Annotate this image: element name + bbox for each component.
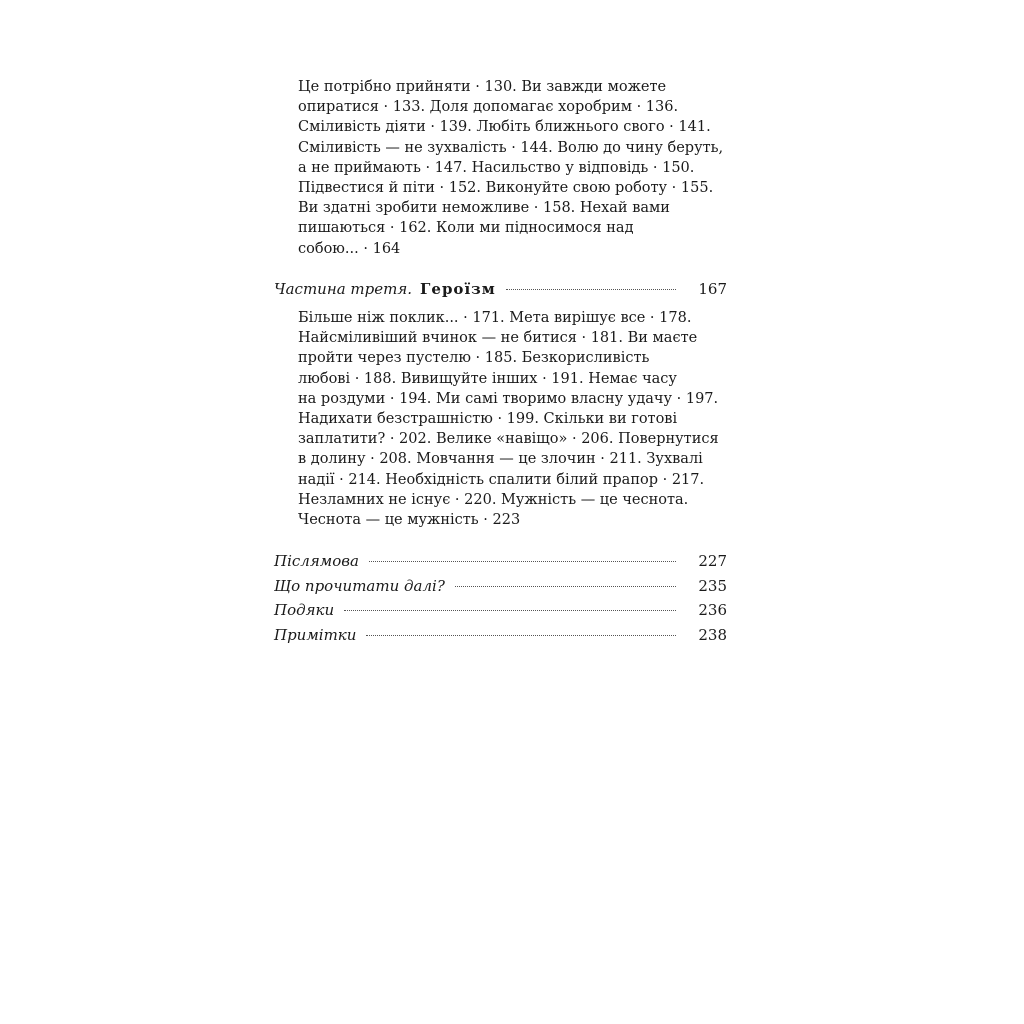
page-number: 167	[698, 280, 727, 298]
entry-label: Примітки	[274, 626, 357, 644]
chapter-list-part3	[298, 308, 719, 530]
toc-line: опиратися · 133. Доля допомагає хоробрим · 136.	[298, 99, 679, 116]
toc-line: на роздуми · 194. Ми самі творимо власну удачу · 197.	[298, 390, 719, 407]
toc-line: Незламних не існує · 220. Мужність — це чеснота.	[298, 491, 689, 508]
toc-line: Більше ніж поклик... · 171. Мета вирішує все · 178.	[298, 310, 692, 326]
toc-entry-part3	[274, 278, 727, 300]
toc-line: в долину · 208. Мовчання — це злочин · 211. Зухвалі	[298, 451, 703, 468]
toc-entry-further-reading	[274, 575, 727, 597]
part-title: Героїзм	[420, 280, 496, 298]
toc-line: Ви здатні зробити неможливе · 158. Нехай вами	[298, 200, 670, 217]
toc-entry-notes	[274, 624, 727, 646]
toc-line: Це потрібно прийняти · 130. Ви завжди можете	[298, 79, 667, 95]
toc-line: пройти через пустелю · 185. Безкорисливість	[298, 350, 650, 367]
page-number: 235	[698, 577, 727, 595]
dot-leader	[366, 634, 676, 636]
toc-line: Підвестися й піти · 152. Виконуйте свою роботу · 155.	[298, 180, 714, 197]
dot-leader	[344, 609, 676, 611]
toc-line: заплатити? · 202. Велике «навіщо» · 206. Повернутися	[298, 431, 719, 448]
toc-entry-thanks	[274, 599, 727, 621]
toc-line: собою... · 164	[298, 240, 401, 257]
entry-label: Післямова	[274, 552, 359, 570]
toc-line: надії · 214. Необхідність спалити білий прапор · 217.	[298, 471, 705, 488]
entry-label: Подяки	[274, 601, 335, 619]
toc-line: Надихати безстрашністю · 199. Скільки ви готові	[298, 411, 678, 428]
dot-leader	[506, 288, 677, 290]
toc-line: Найсміливіший вчинок — не битися · 181. Ви маєте	[298, 330, 698, 347]
chapter-list-part2-tail	[298, 77, 724, 259]
page-number: 227	[698, 552, 727, 570]
part-label: Частина третя.	[274, 280, 413, 298]
page-number: 238	[698, 626, 727, 644]
toc-entry-afterword	[274, 550, 727, 572]
toc-line: а не приймають · 147. Насильство у відповідь · 150.	[298, 159, 695, 176]
dot-leader	[455, 585, 677, 587]
entry-label: Що прочитати далі?	[274, 577, 445, 595]
toc-line: Сміливість діяти · 139. Любіть ближнього свого · 141.	[298, 119, 711, 136]
toc-line: Сміливість — не зухвалість · 144. Волю до чину беруть,	[298, 139, 724, 156]
toc-line: Чеснота — це мужність · 223	[298, 512, 521, 529]
dot-leader	[369, 560, 676, 562]
toc-line: пишаються · 162. Коли ми підносимося над	[298, 220, 634, 237]
page-number: 236	[698, 601, 727, 619]
toc-line: любові · 188. Вивищуйте інших · 191. Немає часу	[298, 370, 677, 387]
